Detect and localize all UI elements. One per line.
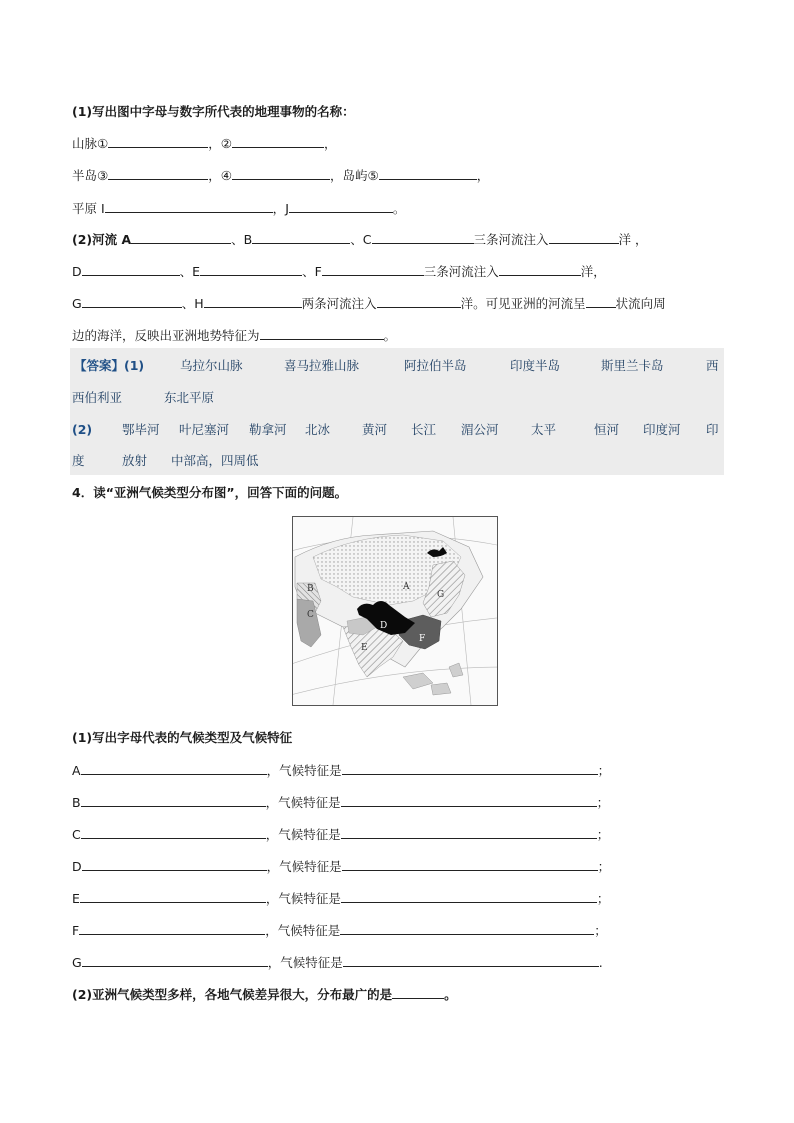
blank-climate-type-D[interactable] xyxy=(82,858,267,871)
ocean-text: 洋 ， xyxy=(618,232,648,247)
q3-rivers-line-2 xyxy=(72,263,606,280)
plain-label: 平原 I xyxy=(72,201,105,216)
period: 。 xyxy=(392,201,406,216)
q4-part2 xyxy=(72,986,457,1003)
peninsula-label: 半岛③ xyxy=(72,168,109,183)
row-letter: A xyxy=(72,763,81,778)
blank-plain-j[interactable] xyxy=(289,200,393,213)
blank-ocean-1[interactable] xyxy=(549,231,619,244)
asia-climate-map xyxy=(292,516,498,706)
river-a-label: (2)河流 A xyxy=(72,232,132,247)
blank-climate-feature-E[interactable] xyxy=(341,890,597,903)
answer-item: 鄂毕河 xyxy=(122,422,160,437)
blank-climate-type-E[interactable] xyxy=(80,890,266,903)
map-label-B: B xyxy=(307,584,314,594)
climate-row-D xyxy=(72,858,610,875)
row-letter: C xyxy=(72,827,81,842)
end-mark: ； xyxy=(596,891,610,906)
answer-item: 印 xyxy=(706,422,719,437)
end-mark: ； xyxy=(597,763,611,778)
river-d-label: D xyxy=(72,264,82,279)
river-h-label: H xyxy=(194,296,204,311)
blank-river-f[interactable] xyxy=(322,263,424,276)
climate-label: ，气候特征是 xyxy=(265,795,341,810)
map-label-G: G xyxy=(437,590,445,600)
period: 。 xyxy=(383,328,397,343)
answer-lead-label: 【答案】 xyxy=(74,358,125,373)
answer-item: 西伯利亚 xyxy=(72,390,123,405)
comma: ， xyxy=(208,168,221,183)
answer-item: 度 xyxy=(72,453,85,468)
blank-island-5[interactable] xyxy=(379,167,477,180)
blank-river-d[interactable] xyxy=(82,263,180,276)
q3-rivers-line-4 xyxy=(72,327,396,344)
comma: ， xyxy=(323,136,337,151)
answer-item: 放射 xyxy=(122,453,148,468)
q3-mountains-line xyxy=(72,135,336,152)
q3-part1-prompt: (1)写出图中字母与数字所代表的地理事物的名称： xyxy=(72,104,355,119)
answer-item: 西 xyxy=(706,358,719,373)
three-rivers-text: 三条河流注入 xyxy=(473,232,549,247)
ocean-text: 洋。可见亚洲的河流呈 xyxy=(460,296,586,311)
answer-item: 湄公河 xyxy=(461,422,499,437)
comma: ， xyxy=(476,168,490,183)
climate-row-G xyxy=(72,954,603,971)
answer-item: 叶尼塞河 xyxy=(179,422,230,437)
answer-item: 印度河 xyxy=(643,422,681,437)
sep: 、 xyxy=(181,296,195,311)
climate-label: ，气候特征是 xyxy=(265,923,341,938)
answer-item: 长江 xyxy=(411,422,437,437)
climate-label: ，气候特征是 xyxy=(265,891,341,906)
end-mark: ； xyxy=(596,795,610,810)
row-letter: F xyxy=(72,923,80,938)
blank-climate-type-C[interactable] xyxy=(81,826,266,839)
river-e-label: E xyxy=(192,264,201,279)
map-label-E: E xyxy=(361,643,368,653)
blank-climate-type-B[interactable] xyxy=(81,794,266,807)
row-letter: D xyxy=(72,859,82,874)
blank-climate-type-A[interactable] xyxy=(81,762,267,775)
q3-rivers-line-1 xyxy=(72,231,648,248)
blank-mountain-2[interactable] xyxy=(232,135,324,148)
blank-climate-type-F[interactable] xyxy=(79,922,265,935)
answer-lead xyxy=(74,358,144,374)
blank-mountain-1[interactable] xyxy=(108,135,208,148)
blank-river-b[interactable] xyxy=(252,231,350,244)
ocean-text: 洋， xyxy=(580,264,606,279)
blank-river-a[interactable] xyxy=(131,231,231,244)
row-letter: E xyxy=(72,891,80,906)
climate-label: ，气候特征是 xyxy=(266,763,342,778)
river-c-label: C xyxy=(362,232,372,247)
blank-climate-feature-C[interactable] xyxy=(341,826,597,839)
end-mark: ； xyxy=(597,859,611,874)
mark-2: ② xyxy=(220,136,232,151)
q3-rivers-line-3 xyxy=(72,295,666,312)
answer-part1-label: (1) xyxy=(124,358,145,373)
climate-label: ，气候特征是 xyxy=(267,955,343,970)
blank-peninsula-3[interactable] xyxy=(108,167,208,180)
blank-plain-i[interactable] xyxy=(105,200,273,213)
blank-climate-feature-D[interactable] xyxy=(342,858,598,871)
answer-item: 黄河 xyxy=(362,422,388,437)
blank-climate-feature-F[interactable] xyxy=(340,922,594,935)
answer-item: 乌拉尔山脉 xyxy=(180,358,243,373)
answer-item: 喜马拉雅山脉 xyxy=(284,358,360,373)
map-label-D: D xyxy=(380,621,388,631)
climate-label: ，气候特征是 xyxy=(265,827,341,842)
river-b-label: B xyxy=(243,232,253,247)
climate-row-A xyxy=(72,762,610,779)
blank-climate-feature-A[interactable] xyxy=(342,762,598,775)
answer-item: 勒拿河 xyxy=(249,422,287,437)
answer-item: 东北平原 xyxy=(164,390,215,405)
sep: 、 xyxy=(302,264,315,279)
three-rivers-text: 三条河流注入 xyxy=(423,264,499,279)
mark-4: ④ xyxy=(220,168,232,183)
blank-river-c[interactable] xyxy=(372,231,474,244)
q4-title: 4．读“亚洲气候类型分布图”，回答下面的问题。 xyxy=(72,485,348,500)
end-mark: 。 xyxy=(444,987,457,1002)
end-mark: . xyxy=(598,955,603,970)
answer-item: 印度半岛 xyxy=(510,358,561,373)
comma: ， xyxy=(272,201,286,216)
answer-item: 斯里兰卡岛 xyxy=(601,358,664,373)
blank-climate-type-G[interactable] xyxy=(82,954,268,967)
end-mark: ； xyxy=(596,827,610,842)
blank-ocean-3[interactable] xyxy=(377,295,461,308)
climate-row-B xyxy=(72,794,609,811)
blank-flow-pattern[interactable] xyxy=(586,295,616,308)
blank-river-h[interactable] xyxy=(204,295,302,308)
blank-climate-feature-B[interactable] xyxy=(341,794,597,807)
blank-most-widespread[interactable] xyxy=(392,986,444,999)
sep: 、 xyxy=(179,264,193,279)
map-label-F: F xyxy=(419,634,426,644)
river-g-label: G xyxy=(72,296,82,311)
answer-part2-label: (2) xyxy=(72,422,93,437)
southeast-islands xyxy=(403,663,463,695)
climate-label: ，气候特征是 xyxy=(266,859,342,874)
end-mark: ； xyxy=(594,923,607,938)
plain-j-label: J xyxy=(285,201,289,216)
q4-part1-prompt: (1)写出字母代表的气候类型及气候特征 xyxy=(72,730,293,745)
sep: 、 xyxy=(350,232,363,247)
blank-ocean-2[interactable] xyxy=(499,263,581,276)
climate-row-E xyxy=(72,890,609,907)
blank-peninsula-4[interactable] xyxy=(232,167,330,180)
q4-part2-text: (2)亚洲气候类型多样，各地气候差异很大，分布最广的是 xyxy=(72,987,393,1002)
row-letter: B xyxy=(72,795,81,810)
blank-climate-feature-G[interactable] xyxy=(343,954,599,967)
blank-river-g[interactable] xyxy=(82,295,182,308)
answer-item: 恒河 xyxy=(594,422,620,437)
sep: 、 xyxy=(231,232,244,247)
climate-row-F xyxy=(72,922,607,939)
map-label-A: A xyxy=(403,582,410,592)
answer-item: 中部高，四周低 xyxy=(171,453,259,468)
blank-terrain[interactable] xyxy=(260,327,384,340)
map-label-C: C xyxy=(307,610,314,620)
two-rivers-text: 两条河流注入 xyxy=(301,296,377,311)
answer-item: 阿拉伯半岛 xyxy=(404,358,467,373)
island-label: 岛屿⑤ xyxy=(342,168,379,183)
mountains-label: 山脉① xyxy=(72,136,109,151)
comma: ， xyxy=(329,168,343,183)
climate-row-C xyxy=(72,826,609,843)
river-f-label: F xyxy=(314,264,322,279)
flow-text: 状流向周 xyxy=(615,296,666,311)
terrain-text: 边的海洋，反映出亚洲地势特征为 xyxy=(72,328,260,343)
q3-peninsula-line xyxy=(72,167,489,184)
q3-plain-line xyxy=(72,200,405,217)
comma: ， xyxy=(208,136,221,151)
answer-item: 北冰 xyxy=(305,422,331,437)
row-letter: G xyxy=(72,955,82,970)
blank-river-e[interactable] xyxy=(200,263,302,276)
answer-item: 太平 xyxy=(531,422,557,437)
